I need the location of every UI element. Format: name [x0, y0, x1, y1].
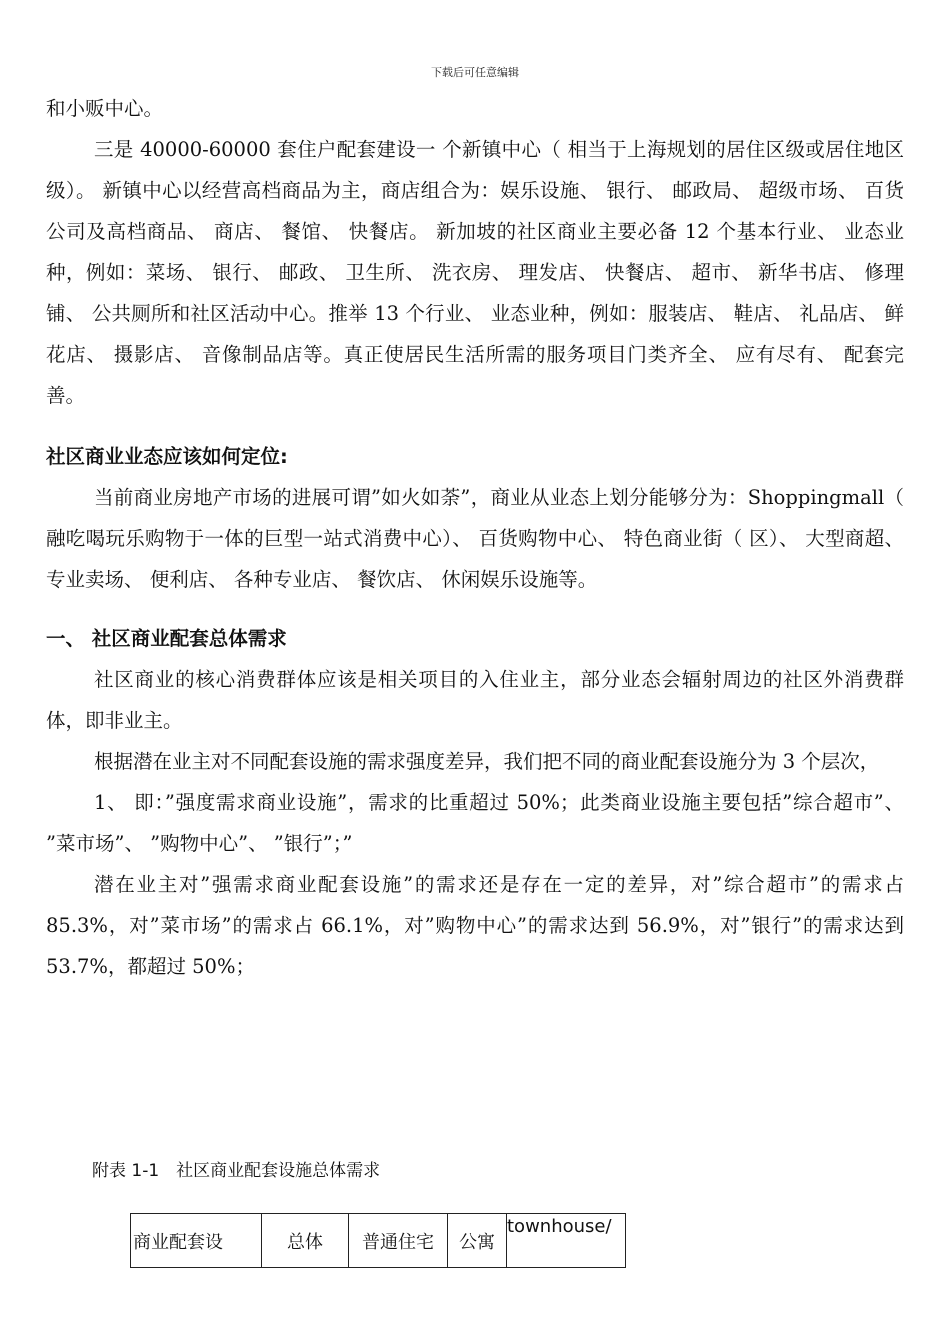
section-heading: 社区商业业态应该如何定位:	[46, 445, 288, 468]
paragraph: 社区商业的核心消费群体应该是相关项目的入住业主，部分业态会辐射周边的社区外消费群体，即非业主。	[46, 668, 904, 732]
document-body	[46, 88, 904, 987]
paragraph: 当前商业房地产市场的进展可谓”如火如荼”，商业从业态上划分能够分为：Shoppingmall（ 融吃喝玩乐购物于一体的巨型一站式消费中心）、 百货购物中心、 特色商业街（ 区）、 大型商超、 专业卖场、 便利店、 各种专业店、 餐饮店、 休闲娱乐设施等。	[46, 486, 904, 591]
paragraph: 潜在业主对”强需求商业配套设施”的需求还是存在一定的差异，对”综合超市”的需求占 85.3%，对”菜市场”的需求占 66.1%，对”购物中心”的需求达到 56.9%，对”银行”的需求达到 53.7%，都超过 50%；	[46, 873, 904, 978]
page-header: 下载后可任意编辑	[431, 66, 519, 79]
table-caption: 附表 1-1 社区商业配套设施总体需求	[92, 1161, 381, 1181]
table-header-cell: townhouse/	[507, 1214, 626, 1268]
facility-demand-table	[130, 1213, 626, 1268]
table-header-cell: 公寓	[448, 1214, 507, 1268]
table-header-cell: 总体	[262, 1214, 349, 1268]
table-header-row	[131, 1214, 626, 1268]
table-header-cell: 普通住宅	[349, 1214, 448, 1268]
paragraph: 根据潜在业主对不同配套设施的需求强度差异，我们把不同的商业配套设施分为 3 个层次，	[94, 750, 880, 773]
table-header-cell: 商业配套设	[131, 1214, 262, 1268]
paragraph: 三是 40000-60000 套住户配套建设一 个新镇中心（ 相当于上海规划的居住区级或居住地区级）。 新镇中心以经营高档商品为主，商店组合为：娱乐设施、 银行、 邮政局、 超级市场、 百货公司及高档商品、 商店、 餐馆、 快餐店。 新加坡的社区商业主要必备 12 个基本行业、 业态业种，例如：菜场、 银行、 邮政、 卫生所、 洗衣房、 理发店、 快餐店、 超市、 新华书店、 修理铺、 公共厕所和社区活动中心。推举 13 个行业、 业态业种，例如：服装店、 鞋店、 礼品店、 鲜花店、 摄影店、 音像制品店等。真正使居民生活所需的服务项目门类齐全、 应有尽有、 配套完善。	[46, 138, 904, 407]
paragraph: 1、 即：”强度需求商业设施”，需求的比重超过 50%；此类商业设施主要包括”综合超市”、 ”菜市场”、 ”购物中心”、 ”银行”；”	[46, 791, 904, 855]
paragraph: 和小贩中心。	[46, 97, 164, 120]
section-heading: 一、 社区商业配套总体需求	[46, 627, 287, 650]
